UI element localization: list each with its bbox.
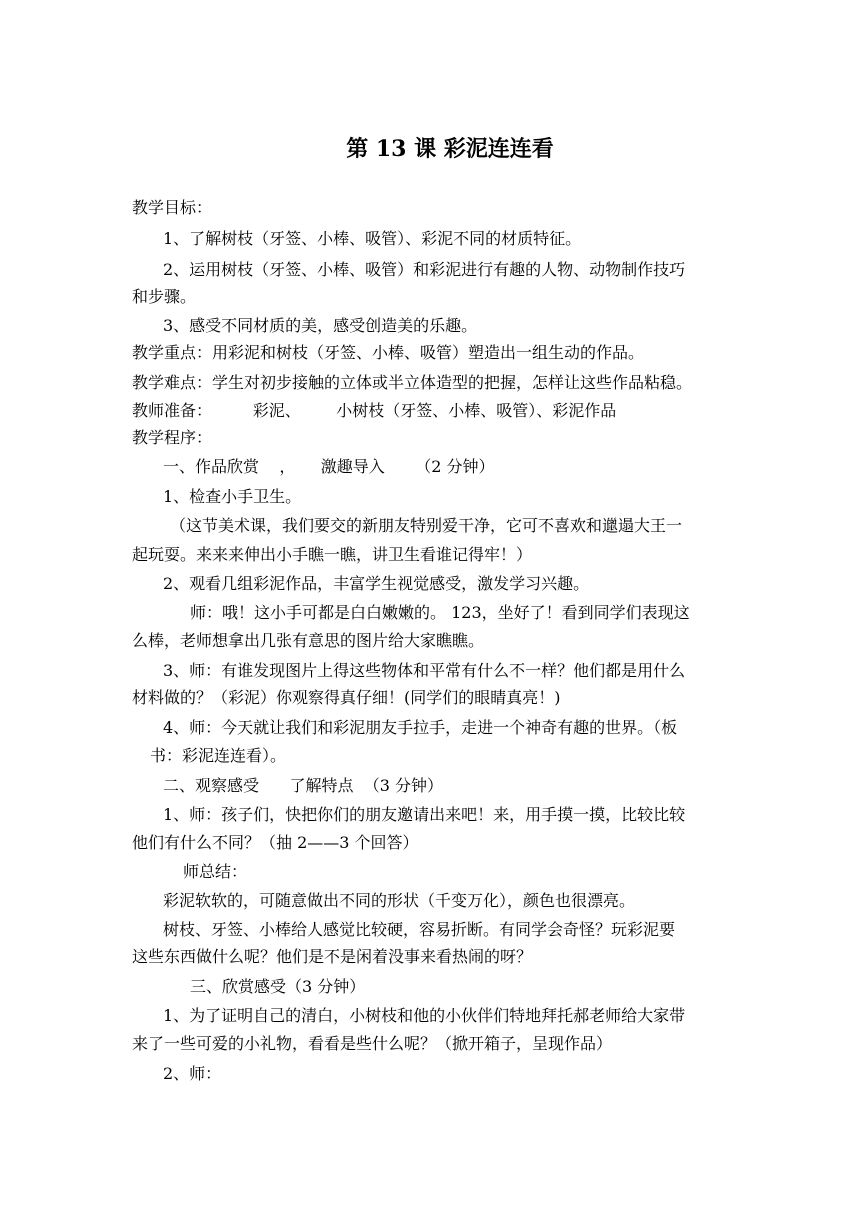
- text-line: 2、观看几组彩泥作品，丰富学生视觉感受，激发学习兴趣。: [163, 574, 590, 593]
- text-line: 教师准备： 彩泥、 小树枝（牙签、小棒、吸管）、彩泥作品: [132, 401, 617, 420]
- text-line: 3、感受不同材质的美，感受创造美的乐趣。: [163, 316, 478, 335]
- text-line: 这些东西做什么呢？他们是不是闲着没事来看热闹的呀？: [132, 947, 533, 966]
- text-line: 教学重点：用彩泥和树枝（牙签、小棒、吸管）塑造出一组生动的作品。: [132, 343, 645, 362]
- text-line: 书：彩泥连连看）。: [150, 746, 287, 765]
- text-line: 教学难点：学生对初步接触的立体或半立体造型的把握，怎样让这些作品粘稳。: [132, 373, 693, 392]
- text-line: （这节美术课，我们要交的新朋友特别爱干净，它可不喜欢和邋遢大王一: [170, 516, 683, 535]
- text-line: 1、检查小手卫生。: [163, 487, 302, 506]
- text-line: 1、为了证明自己的清白，小树枝和他的小伙伴们特地拜托郝老师给大家带: [163, 1006, 686, 1025]
- text-line: 树枝、牙签、小棒给人感觉比较硬，容易折断。有同学会奇怪？玩彩泥要: [163, 920, 676, 939]
- text-line: 和步骤。: [132, 287, 197, 306]
- text-line: 么棒，老师想拿出几张有意思的图片给大家瞧瞧。: [132, 631, 485, 650]
- text-line: 1、师：孩子们，快把你们的朋友邀请出来吧！来，用手摸一摸，比较比较: [163, 805, 686, 824]
- text-line: 一、作品欣赏 ， 激趣导入 （2 分钟）: [163, 457, 495, 476]
- text-line: 他们有什么不同？（抽 2——3 个回答）: [132, 833, 419, 852]
- text-line: 1、了解树枝（牙签、小棒、吸管）、彩泥不同的材质特征。: [163, 229, 582, 248]
- text-line: 2、师：: [163, 1064, 222, 1083]
- lesson-title: 第 13 课 彩泥连连看: [346, 136, 554, 162]
- text-line: 材料做的？（彩泥）你观察得真仔细！(同学们的眼睛真亮！): [132, 688, 561, 707]
- text-line: 师：哦！这小手可都是白白嫩嫩的。 123，坐好了！看到同学们表现这: [190, 603, 690, 622]
- text-line: 教学程序：: [132, 428, 213, 447]
- text-line: 2、运用树枝（牙签、小棒、吸管）和彩泥进行有趣的人物、动物制作技巧: [163, 260, 686, 279]
- text-line: 来了一些可爱的小礼物，看看是些什么呢？（掀开箱子，呈现作品）: [132, 1034, 613, 1053]
- text-line: 三、欣赏感受（3 分钟）: [190, 977, 366, 996]
- text-line: 3、师：有谁发现图片上得这些物体和平常有什么不一样？他们都是用什么: [163, 661, 686, 680]
- text-line: 4、师：今天就让我们和彩泥朋友手拉手，走进一个神奇有趣的世界。（板: [163, 718, 678, 737]
- text-line: 起玩耍。来来来伸出小手瞧一瞧，讲卫生看谁记得牢！）: [132, 545, 533, 564]
- text-line: 二、观察感受 了解特点 （3 分钟）: [163, 776, 443, 795]
- text-line: 彩泥软软的，可随意做出不同的形状（千变万化），颜色也很漂亮。: [163, 891, 636, 910]
- text-line: 教学目标：: [132, 198, 213, 217]
- text-line: 师总结：: [183, 862, 248, 881]
